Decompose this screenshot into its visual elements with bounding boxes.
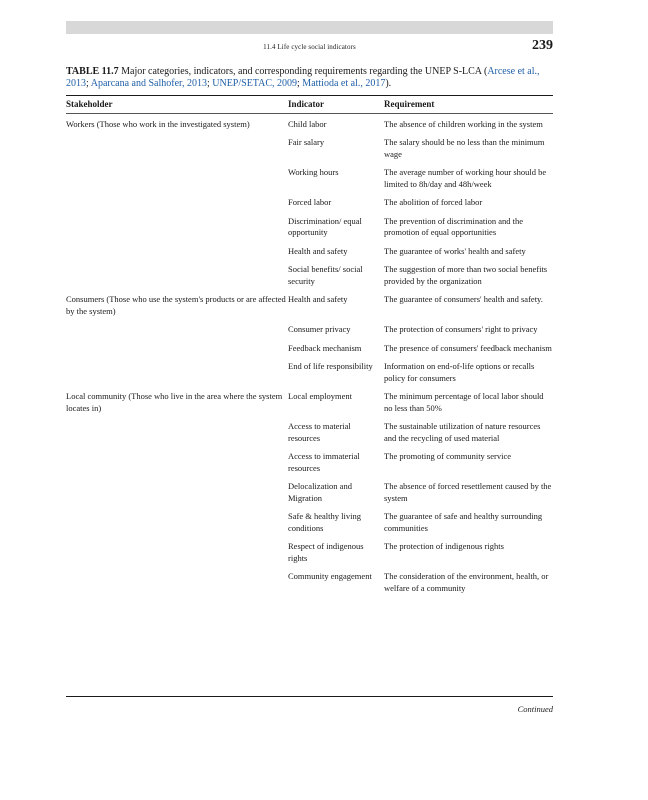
table-row <box>66 391 553 421</box>
table-row <box>66 246 553 265</box>
stakeholder-cell <box>66 451 288 481</box>
requirement-cell: The average number of working hour should be limited to 8h/day and 48h/week <box>384 167 547 189</box>
table-header-row <box>66 97 553 114</box>
stakeholder-cell: Workers (Those who work in the investigated system) <box>66 118 250 129</box>
requirement-cell: The guarantee of consumers' health and safety. <box>384 294 543 304</box>
indicator-cell: Consumer privacy <box>288 324 351 334</box>
indicator-cell: Fair salary <box>288 137 325 147</box>
stakeholder-cell <box>66 167 288 197</box>
requirement-cell: The protection of consumers' right to privacy <box>384 324 538 334</box>
requirement-cell: The suggestion of more than two social benefits provided by the organization <box>384 264 548 286</box>
stakeholder-cell <box>66 361 288 391</box>
table-row <box>66 451 553 481</box>
table-row <box>66 361 553 391</box>
requirement-cell: The guarantee of works' health and safety <box>384 245 526 256</box>
indicator-cell: Social benefits/ social security <box>288 264 363 286</box>
indicator-cell: Access to material resources <box>288 421 351 443</box>
page-number: 239 <box>532 38 553 53</box>
stakeholder-cell <box>66 343 288 362</box>
table-row <box>66 264 553 294</box>
indicator-cell: Forced labor <box>288 197 332 207</box>
indicator-cell: Child labor <box>288 118 327 129</box>
caption-end: ). <box>385 78 392 89</box>
stakeholder-cell <box>66 324 288 343</box>
citation-link[interactable]: UNEP/SETAC, 2009 <box>212 78 298 89</box>
stakeholder-cell <box>66 421 288 451</box>
indicator-cell: End of life responsibility <box>288 361 373 371</box>
requirement-cell: The promoting of community service <box>384 451 511 461</box>
requirement-cell: The absence of children working in the system <box>384 118 543 129</box>
citation-separator: ; <box>86 78 91 89</box>
indicator-cell: Respect of indigenous rights <box>288 541 364 563</box>
indicators-table <box>66 97 553 601</box>
requirement-cell: The prevention of discrimination and the promotion of equal opportunities <box>384 215 524 237</box>
stakeholder-cell <box>66 571 288 601</box>
table-row <box>66 481 553 511</box>
citation-separator: ; <box>206 78 213 89</box>
table-row <box>66 324 553 343</box>
stakeholder-cell <box>66 137 288 167</box>
table-row <box>66 294 553 324</box>
stakeholder-cell <box>66 511 288 541</box>
table-row <box>66 197 553 216</box>
table-row <box>66 137 553 167</box>
indicator-cell: Health and safety <box>288 294 348 304</box>
stakeholder-cell: Local community (Those who live in the area where the system locates in) <box>66 391 283 413</box>
requirement-cell: The presence of consumers' feedback mechanism <box>384 342 552 353</box>
table-row <box>66 114 553 138</box>
stakeholder-cell <box>66 197 288 216</box>
indicator-cell: Safe & healthy living conditions <box>288 511 361 533</box>
citation-link[interactable]: Aparcana and Salhofer, 2013 <box>90 78 207 89</box>
table-label: TABLE 11.7 <box>66 66 119 77</box>
requirement-cell: The absence of forced resettlement caused by the system <box>384 481 552 503</box>
stakeholder-cell <box>66 481 288 511</box>
indicator-cell: Local employment <box>288 391 352 401</box>
stakeholder-cell: Consumers (Those who use the system's products or are affected by the system) <box>66 294 286 316</box>
table-row <box>66 343 553 362</box>
indicator-cell: Health and safety <box>288 245 348 256</box>
table-row <box>66 541 553 571</box>
requirement-cell: The minimum percentage of local labor should no less than 50% <box>384 391 544 413</box>
stakeholder-cell <box>66 541 288 571</box>
indicator-cell: Feedback mechanism <box>288 342 362 353</box>
indicator-cell: Access to immaterial resources <box>288 451 360 473</box>
table-top-rule <box>66 95 553 96</box>
running-head <box>66 38 553 57</box>
requirement-cell: The consideration of the environment, health, or welfare of a community <box>384 571 549 593</box>
indicator-cell: Delocalization and Migration <box>288 481 352 503</box>
requirement-cell: Information on end-of-life options or recalls policy for consumers <box>384 361 535 383</box>
table-row <box>66 571 553 601</box>
citation-separator: ; <box>297 78 303 89</box>
stakeholder-cell <box>66 264 288 294</box>
caption-text: Major categories, indicators, and corresponding requirements regarding the UNEP S-LCA ( <box>118 66 488 77</box>
indicator-cell: Discrimination/ equal opportunity <box>288 215 362 237</box>
header-requirement: Requirement <box>384 99 435 109</box>
table-row <box>66 421 553 451</box>
indicator-cell: Working hours <box>288 167 339 177</box>
table-caption <box>66 66 553 90</box>
requirement-cell: The abolition of forced labor <box>384 197 483 207</box>
citation-link[interactable]: Mattioda et al., 2017 <box>302 78 386 89</box>
top-grey-bar <box>66 21 553 34</box>
header-indicator: Indicator <box>288 99 324 109</box>
running-title: 11.4 Life cycle social indicators <box>263 43 356 51</box>
table-row <box>66 511 553 541</box>
requirement-cell: The protection of indigenous rights <box>384 541 504 551</box>
requirement-cell: The salary should be no less than the minimum wage <box>384 137 545 159</box>
indicator-cell: Community engagement <box>288 571 372 581</box>
table-row <box>66 167 553 197</box>
requirement-cell: The sustainable utilization of nature resources and the recycling of used material <box>384 421 541 443</box>
header-stakeholder: Stakeholder <box>66 99 113 109</box>
table-bottom-rule <box>66 696 553 697</box>
stakeholder-cell <box>66 216 288 246</box>
citation-link[interactable]: Arcese et al., 2013 <box>66 66 540 89</box>
stakeholder-cell <box>66 246 288 265</box>
continued-note: Continued <box>517 704 553 714</box>
table-row <box>66 216 553 246</box>
requirement-cell: The guarantee of safe and healthy surrounding communities <box>384 511 543 533</box>
